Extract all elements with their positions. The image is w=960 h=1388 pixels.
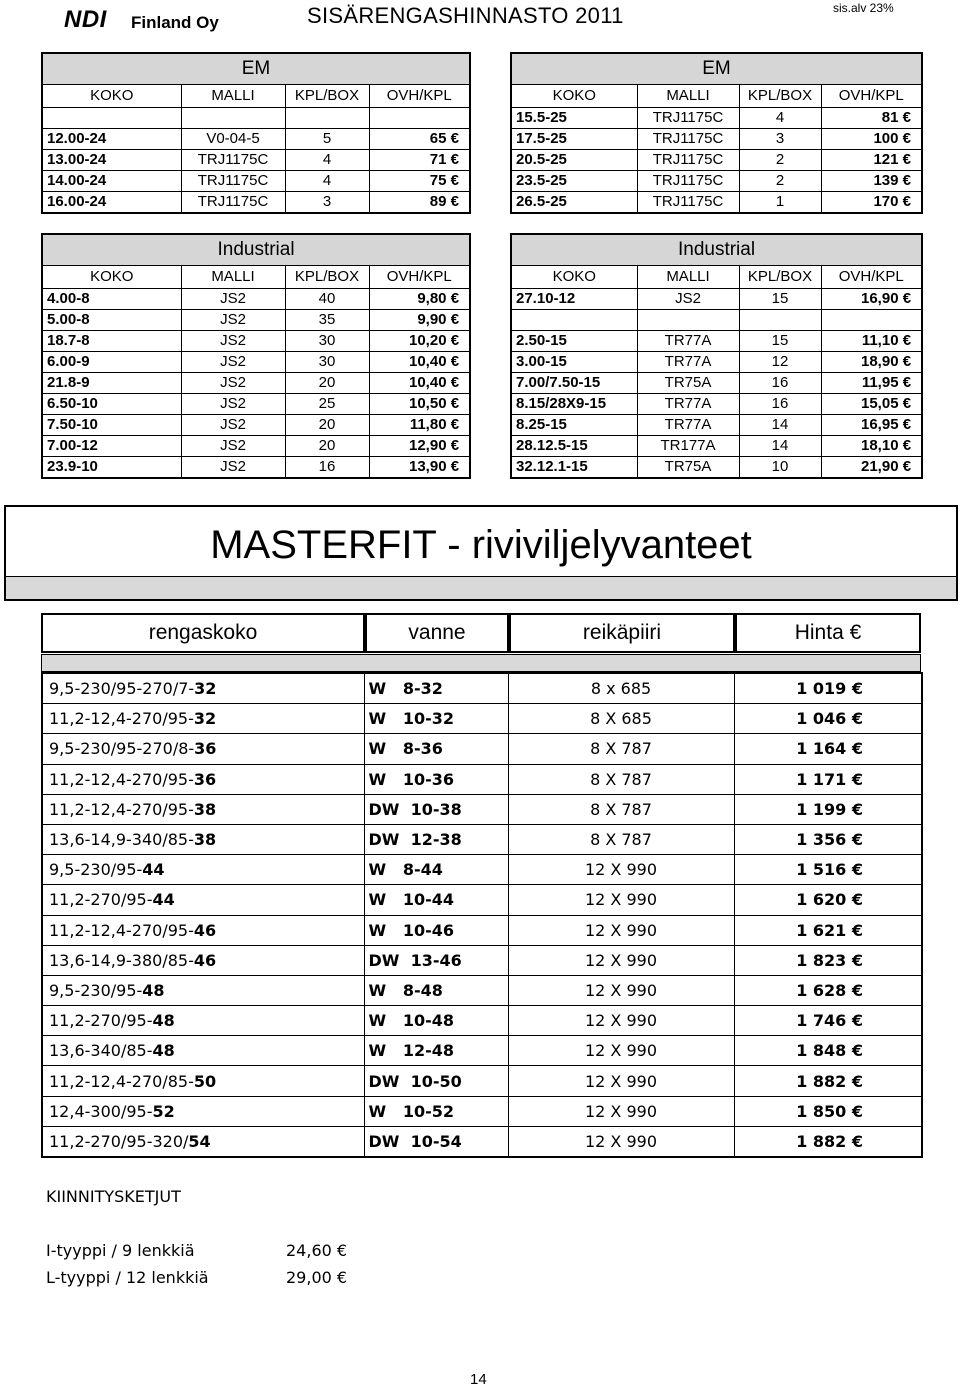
tyre-size-text: 11,2-12,4-270/85- xyxy=(49,1071,194,1091)
col-header-malli: MALLI xyxy=(181,266,285,289)
cell-bolt-circle: 12 X 990 xyxy=(508,885,734,915)
industrial-table-left xyxy=(41,233,471,479)
cell-bolt-circle: 12 X 990 xyxy=(508,1126,734,1157)
page-header xyxy=(0,0,960,40)
table-row xyxy=(511,192,922,214)
cell-kpl-box: 3 xyxy=(739,129,821,150)
table-row xyxy=(511,331,922,352)
rim-diameter: 36 xyxy=(193,769,217,789)
table-row xyxy=(42,704,922,734)
rim-diameter: 36 xyxy=(194,739,217,759)
cell-ovh-kpl: 89 € xyxy=(369,192,470,214)
cell-bolt-circle: 8 X 787 xyxy=(508,794,734,824)
cell-koko: 4.00-8 xyxy=(42,289,181,310)
cell-price: 1 046 € xyxy=(734,704,922,734)
cell-kpl-box: 12 xyxy=(739,352,821,373)
cell-tyre-size xyxy=(42,764,364,794)
cell-bolt-circle: 12 X 990 xyxy=(508,915,734,945)
table-row xyxy=(42,289,470,310)
cell-rim: DW 10-54 xyxy=(364,1126,508,1157)
col-header-malli: MALLI xyxy=(181,85,285,108)
cell-rim: W 10-36 xyxy=(364,764,508,794)
em-table-right xyxy=(510,52,923,214)
cell-koko: 8.25-15 xyxy=(511,415,637,436)
cell-ovh-kpl: 81 € xyxy=(821,108,922,129)
cell-kpl-box: 16 xyxy=(285,457,369,479)
cell-bolt-circle: 8 X 787 xyxy=(508,734,734,764)
cell-tyre-size xyxy=(42,855,364,885)
cell-tyre-size xyxy=(42,885,364,915)
cell-malli: TRJ1175C xyxy=(637,192,739,214)
cell-ovh-kpl: 16,95 € xyxy=(821,415,922,436)
cell-price: 1 356 € xyxy=(734,824,922,854)
cell-kpl-box: 20 xyxy=(285,415,369,436)
cell-rim: W 10-32 xyxy=(364,704,508,734)
cell-koko: 14.00-24 xyxy=(42,171,181,192)
cell-ovh-kpl: 10,20 € xyxy=(369,331,470,352)
rim-diameter: 38 xyxy=(193,830,217,850)
col-header-kpl-box: KPL/BOX xyxy=(739,266,821,289)
masterfit-banner xyxy=(4,505,958,601)
table-title: EM xyxy=(42,53,470,85)
tyre-size-text: 9,5-230/95-270/7- xyxy=(49,679,195,699)
cell-tyre-size xyxy=(42,1006,364,1036)
rim-diameter: 48 xyxy=(152,1011,175,1031)
cell-malli: JS2 xyxy=(181,331,285,352)
cell-tyre-size xyxy=(42,915,364,945)
cell-koko: 16.00-24 xyxy=(42,192,181,214)
table-row xyxy=(42,373,470,394)
col-header-ovh-kpl: OVH/KPL xyxy=(369,85,470,108)
table-row xyxy=(511,352,922,373)
cell-ovh-kpl: 21,90 € xyxy=(821,457,922,479)
cell-kpl-box: 15 xyxy=(739,331,821,352)
col-header-koko: KOKO xyxy=(42,266,181,289)
cell-koko: 2.50-15 xyxy=(511,331,637,352)
table-row xyxy=(511,171,922,192)
cell-malli: TRJ1175C xyxy=(637,129,739,150)
cell-ovh-kpl: 100 € xyxy=(821,129,922,150)
cell-tyre-size xyxy=(42,1096,364,1126)
cell-koko: 15.5-25 xyxy=(511,108,637,129)
cell-koko: 8.15/28X9-15 xyxy=(511,394,637,415)
banner-shading xyxy=(6,576,956,599)
cell-price: 1 823 € xyxy=(734,945,922,975)
table-row xyxy=(42,1126,922,1157)
rim-diameter: 48 xyxy=(152,1041,175,1061)
cell-bolt-circle: 12 X 990 xyxy=(508,855,734,885)
cell-tyre-size xyxy=(42,673,364,704)
cell-koko: 23.5-25 xyxy=(511,171,637,192)
cell-ovh-kpl: 9,80 € xyxy=(369,289,470,310)
cell-kpl-box xyxy=(739,310,821,331)
header-shading xyxy=(41,654,921,672)
cell-price: 1 621 € xyxy=(734,915,922,945)
rim-diameter: 54 xyxy=(188,1131,211,1151)
cell-malli: TR75A xyxy=(637,373,739,394)
cell-malli: JS2 xyxy=(181,310,285,331)
cell-ovh-kpl: 18,90 € xyxy=(821,352,922,373)
cell-kpl-box: 1 xyxy=(739,192,821,214)
cell-ovh-kpl: 13,90 € xyxy=(369,457,470,479)
table-row xyxy=(42,734,922,764)
cell-ovh-kpl: 71 € xyxy=(369,150,470,171)
tyre-size-text: 11,2-12,4-270/95- xyxy=(49,920,194,940)
cell-kpl-box: 4 xyxy=(285,150,369,171)
fastener-item xyxy=(46,1241,348,1260)
cell-malli: TR75A xyxy=(637,457,739,479)
table-row xyxy=(42,108,470,129)
cell-ovh-kpl xyxy=(821,310,922,331)
cell-malli: TR77A xyxy=(637,415,739,436)
rim-diameter: 52 xyxy=(152,1101,175,1121)
brand-logo: NDI xyxy=(64,6,107,33)
tyre-size-text: 11,2-270/95-320/ xyxy=(49,1131,189,1151)
cell-koko: 23.9-10 xyxy=(42,457,181,479)
cell-kpl-box: 16 xyxy=(739,394,821,415)
cell-kpl-box: 3 xyxy=(285,192,369,214)
table-row xyxy=(42,331,470,352)
cell-ovh-kpl: 11,95 € xyxy=(821,373,922,394)
table-row xyxy=(42,394,470,415)
cell-koko xyxy=(42,108,181,129)
col-header-hinta: Hinta € xyxy=(735,613,921,653)
cell-price: 1 171 € xyxy=(734,764,922,794)
cell-rim: W 12-48 xyxy=(364,1036,508,1066)
col-header-kpl-box: KPL/BOX xyxy=(739,85,821,108)
table-row xyxy=(42,824,922,854)
tyre-size-text: 13,6-14,9-340/85- xyxy=(49,830,194,850)
cell-tyre-size xyxy=(42,824,364,854)
cell-price: 1 516 € xyxy=(734,855,922,885)
table-row xyxy=(511,373,922,394)
cell-malli: JS2 xyxy=(181,436,285,457)
fastener-label: I-tyyppi / 9 lenkkiä xyxy=(46,1241,195,1260)
cell-price: 1 746 € xyxy=(734,1006,922,1036)
cell-malli: TR177A xyxy=(637,436,739,457)
cell-kpl-box: 16 xyxy=(739,373,821,394)
cell-bolt-circle: 8 X 685 xyxy=(508,704,734,734)
cell-price: 1 620 € xyxy=(734,885,922,915)
rim-diameter: 46 xyxy=(193,920,217,940)
cell-malli: JS2 xyxy=(181,457,285,479)
cell-ovh-kpl xyxy=(369,108,470,129)
cell-malli: TR77A xyxy=(637,331,739,352)
cell-bolt-circle: 8 X 787 xyxy=(508,764,734,794)
cell-bolt-circle: 12 X 990 xyxy=(508,1006,734,1036)
tyre-size-text: 11,2-12,4-270/95- xyxy=(49,799,194,819)
cell-koko: 12.00-24 xyxy=(42,129,181,150)
table-row xyxy=(42,1096,922,1126)
tyre-size-text: 11,2-270/95- xyxy=(49,890,153,910)
cell-ovh-kpl: 15,05 € xyxy=(821,394,922,415)
fastener-label: L-tyyppi / 12 lenkkiä xyxy=(46,1268,209,1287)
table-row xyxy=(42,915,922,945)
cell-price: 1 882 € xyxy=(734,1066,922,1096)
tyre-size-text: 11,2-12,4-270/95- xyxy=(49,769,194,789)
rim-diameter: 50 xyxy=(193,1071,217,1091)
fastener-item xyxy=(46,1268,348,1287)
cell-kpl-box: 35 xyxy=(285,310,369,331)
table-row xyxy=(511,289,922,310)
cell-rim: W 8-44 xyxy=(364,855,508,885)
table-row xyxy=(511,415,922,436)
cell-ovh-kpl: 170 € xyxy=(821,192,922,214)
cell-kpl-box: 10 xyxy=(739,457,821,479)
cell-price: 1 882 € xyxy=(734,1126,922,1157)
col-header-koko: KOKO xyxy=(42,85,181,108)
em-table-left xyxy=(41,52,471,214)
cell-rim: W 8-36 xyxy=(364,734,508,764)
cell-malli: TRJ1175C xyxy=(181,150,285,171)
cell-ovh-kpl: 11,10 € xyxy=(821,331,922,352)
cell-price: 1 164 € xyxy=(734,734,922,764)
table-row xyxy=(42,945,922,975)
col-header-malli: MALLI xyxy=(637,266,739,289)
cell-ovh-kpl: 12,90 € xyxy=(369,436,470,457)
cell-malli: JS2 xyxy=(181,373,285,394)
cell-koko: 5.00-8 xyxy=(42,310,181,331)
table-row xyxy=(42,855,922,885)
cell-koko: 7.50-10 xyxy=(42,415,181,436)
cell-kpl-box: 20 xyxy=(285,373,369,394)
cell-koko: 28.12.5-15 xyxy=(511,436,637,457)
cell-ovh-kpl: 16,90 € xyxy=(821,289,922,310)
cell-malli: JS2 xyxy=(181,394,285,415)
table-row xyxy=(42,352,470,373)
tyre-size-text: 11,2-12,4-270/95- xyxy=(49,709,194,729)
col-header-ovh-kpl: OVH/KPL xyxy=(821,266,922,289)
cell-malli: JS2 xyxy=(637,289,739,310)
rim-diameter: 44 xyxy=(142,860,165,880)
tyre-size-text: 9,5-230/95- xyxy=(49,980,143,1000)
table-row xyxy=(511,129,922,150)
cell-rim: DW 10-38 xyxy=(364,794,508,824)
cell-koko: 3.00-15 xyxy=(511,352,637,373)
masterfit-title: MASTERFIT - riviviljelyvanteet xyxy=(210,523,752,567)
table-title: Industrial xyxy=(511,234,922,266)
cell-malli: JS2 xyxy=(181,289,285,310)
cell-ovh-kpl: 9,90 € xyxy=(369,310,470,331)
cell-koko: 26.5-25 xyxy=(511,192,637,214)
page-number: 14 xyxy=(470,1371,487,1388)
cell-bolt-circle: 8 X 787 xyxy=(508,824,734,854)
table-row xyxy=(42,764,922,794)
col-header-koko: KOKO xyxy=(511,85,637,108)
cell-malli xyxy=(181,108,285,129)
cell-malli: TRJ1175C xyxy=(637,171,739,192)
col-header-koko: KOKO xyxy=(511,266,637,289)
cell-koko: 20.5-25 xyxy=(511,150,637,171)
tyre-size-text: 13,6-340/85- xyxy=(49,1041,153,1061)
table-row xyxy=(42,192,470,214)
tyre-size-text: 13,6-14,9-380/85- xyxy=(49,950,194,970)
cell-ovh-kpl: 10,50 € xyxy=(369,394,470,415)
cell-rim: DW 12-38 xyxy=(364,824,508,854)
cell-koko: 21.8-9 xyxy=(42,373,181,394)
rim-diameter: 38 xyxy=(193,799,217,819)
cell-malli: TRJ1175C xyxy=(181,171,285,192)
cell-price: 1 848 € xyxy=(734,1036,922,1066)
rim-diameter: 46 xyxy=(193,950,217,970)
cell-rim: DW 13-46 xyxy=(364,945,508,975)
tyre-size-text: 9,5-230/95-270/8- xyxy=(49,739,195,759)
cell-tyre-size xyxy=(42,975,364,1005)
cell-kpl-box xyxy=(285,108,369,129)
cell-kpl-box: 40 xyxy=(285,289,369,310)
fasteners-title: KIINNITYSKETJUT xyxy=(46,1187,181,1206)
page-title: SISÄRENGASHINNASTO 2011 xyxy=(307,3,624,28)
table-row xyxy=(42,171,470,192)
table-row xyxy=(42,885,922,915)
col-header-kpl-box: KPL/BOX xyxy=(285,85,369,108)
fastener-price: 29,00 € xyxy=(286,1268,348,1287)
fastener-price: 24,60 € xyxy=(286,1241,348,1260)
table-title: Industrial xyxy=(42,234,470,266)
cell-malli: JS2 xyxy=(181,415,285,436)
vat-note: sis.alv 23% xyxy=(833,1,894,15)
cell-malli: TRJ1175C xyxy=(637,150,739,171)
cell-rim: W 10-44 xyxy=(364,885,508,915)
table-row xyxy=(511,108,922,129)
table-row xyxy=(42,415,470,436)
cell-rim: W 8-32 xyxy=(364,673,508,704)
cell-ovh-kpl: 18,10 € xyxy=(821,436,922,457)
cell-malli xyxy=(637,310,739,331)
cell-kpl-box: 15 xyxy=(739,289,821,310)
table-row xyxy=(511,394,922,415)
cell-price: 1 019 € xyxy=(734,673,922,704)
tyre-size-text: 9,5-230/95- xyxy=(49,860,143,880)
table-row xyxy=(42,975,922,1005)
cell-malli: V0-04-5 xyxy=(181,129,285,150)
cell-koko: 6.50-10 xyxy=(42,394,181,415)
cell-bolt-circle: 8 x 685 xyxy=(508,673,734,704)
table-row xyxy=(42,1006,922,1036)
company-name: Finland Oy xyxy=(131,13,219,32)
cell-kpl-box: 14 xyxy=(739,436,821,457)
col-header-reikapiiri: reikäpiiri xyxy=(509,613,735,653)
table-row xyxy=(42,436,470,457)
cell-kpl-box: 20 xyxy=(285,436,369,457)
cell-malli: TRJ1175C xyxy=(637,108,739,129)
cell-rim: W 10-46 xyxy=(364,915,508,945)
cell-malli: TR77A xyxy=(637,394,739,415)
tyre-size-text: 11,2-270/95- xyxy=(49,1011,153,1031)
cell-malli: JS2 xyxy=(181,352,285,373)
cell-koko: 7.00/7.50-15 xyxy=(511,373,637,394)
cell-rim: W 8-48 xyxy=(364,975,508,1005)
industrial-table-right xyxy=(510,233,923,479)
cell-ovh-kpl: 121 € xyxy=(821,150,922,171)
rim-diameter: 48 xyxy=(142,980,165,1000)
cell-koko: 13.00-24 xyxy=(42,150,181,171)
table-row xyxy=(42,1036,922,1066)
table-row xyxy=(42,794,922,824)
table-title: EM xyxy=(511,53,922,85)
cell-koko: 32.12.1-15 xyxy=(511,457,637,479)
masterfit-table xyxy=(41,672,923,1158)
cell-tyre-size xyxy=(42,1036,364,1066)
cell-bolt-circle: 12 X 990 xyxy=(508,1036,734,1066)
cell-tyre-size xyxy=(42,734,364,764)
masterfit-header-row xyxy=(41,613,921,651)
table-row xyxy=(511,310,922,331)
cell-kpl-box: 2 xyxy=(739,171,821,192)
rim-diameter: 32 xyxy=(193,709,217,729)
cell-ovh-kpl: 75 € xyxy=(369,171,470,192)
cell-tyre-size xyxy=(42,794,364,824)
table-row xyxy=(42,129,470,150)
cell-kpl-box: 4 xyxy=(285,171,369,192)
cell-kpl-box: 25 xyxy=(285,394,369,415)
cell-malli: TRJ1175C xyxy=(181,192,285,214)
cell-koko: 7.00-12 xyxy=(42,436,181,457)
cell-kpl-box: 30 xyxy=(285,331,369,352)
cell-koko: 27.10-12 xyxy=(511,289,637,310)
cell-koko: 6.00-9 xyxy=(42,352,181,373)
col-header-ovh-kpl: OVH/KPL xyxy=(369,266,470,289)
cell-price: 1 850 € xyxy=(734,1096,922,1126)
cell-bolt-circle: 12 X 990 xyxy=(508,1066,734,1096)
cell-rim: W 10-52 xyxy=(364,1096,508,1126)
cell-ovh-kpl: 65 € xyxy=(369,129,470,150)
table-row xyxy=(42,310,470,331)
cell-kpl-box: 30 xyxy=(285,352,369,373)
table-row xyxy=(42,673,922,704)
cell-malli: TR77A xyxy=(637,352,739,373)
cell-bolt-circle: 12 X 990 xyxy=(508,945,734,975)
cell-kpl-box: 4 xyxy=(739,108,821,129)
cell-koko xyxy=(511,310,637,331)
col-header-vanne: vanne xyxy=(365,613,509,653)
table-row xyxy=(42,1066,922,1096)
cell-ovh-kpl: 11,80 € xyxy=(369,415,470,436)
table-row xyxy=(42,457,470,479)
col-header-ovh-kpl: OVH/KPL xyxy=(821,85,922,108)
cell-price: 1 628 € xyxy=(734,975,922,1005)
cell-tyre-size xyxy=(42,1066,364,1096)
cell-ovh-kpl: 10,40 € xyxy=(369,352,470,373)
cell-koko: 18.7-8 xyxy=(42,331,181,352)
cell-kpl-box: 2 xyxy=(739,150,821,171)
col-header-malli: MALLI xyxy=(637,85,739,108)
cell-bolt-circle: 12 X 990 xyxy=(508,1096,734,1126)
col-header-kpl-box: KPL/BOX xyxy=(285,266,369,289)
cell-rim: DW 10-50 xyxy=(364,1066,508,1096)
cell-tyre-size xyxy=(42,704,364,734)
cell-tyre-size xyxy=(42,945,364,975)
table-row xyxy=(511,150,922,171)
rim-diameter: 44 xyxy=(152,890,175,910)
cell-ovh-kpl: 10,40 € xyxy=(369,373,470,394)
cell-tyre-size xyxy=(42,1126,364,1157)
cell-rim: W 10-48 xyxy=(364,1006,508,1036)
cell-price: 1 199 € xyxy=(734,794,922,824)
tyre-size-text: 12,4-300/95- xyxy=(49,1101,153,1121)
cell-ovh-kpl: 139 € xyxy=(821,171,922,192)
cell-koko: 17.5-25 xyxy=(511,129,637,150)
cell-kpl-box: 5 xyxy=(285,129,369,150)
cell-kpl-box: 14 xyxy=(739,415,821,436)
table-row xyxy=(511,436,922,457)
rim-diameter: 32 xyxy=(194,679,217,699)
table-row xyxy=(42,150,470,171)
cell-bolt-circle: 12 X 990 xyxy=(508,975,734,1005)
table-row xyxy=(511,457,922,479)
col-header-rengaskoko: rengaskoko xyxy=(41,613,365,653)
